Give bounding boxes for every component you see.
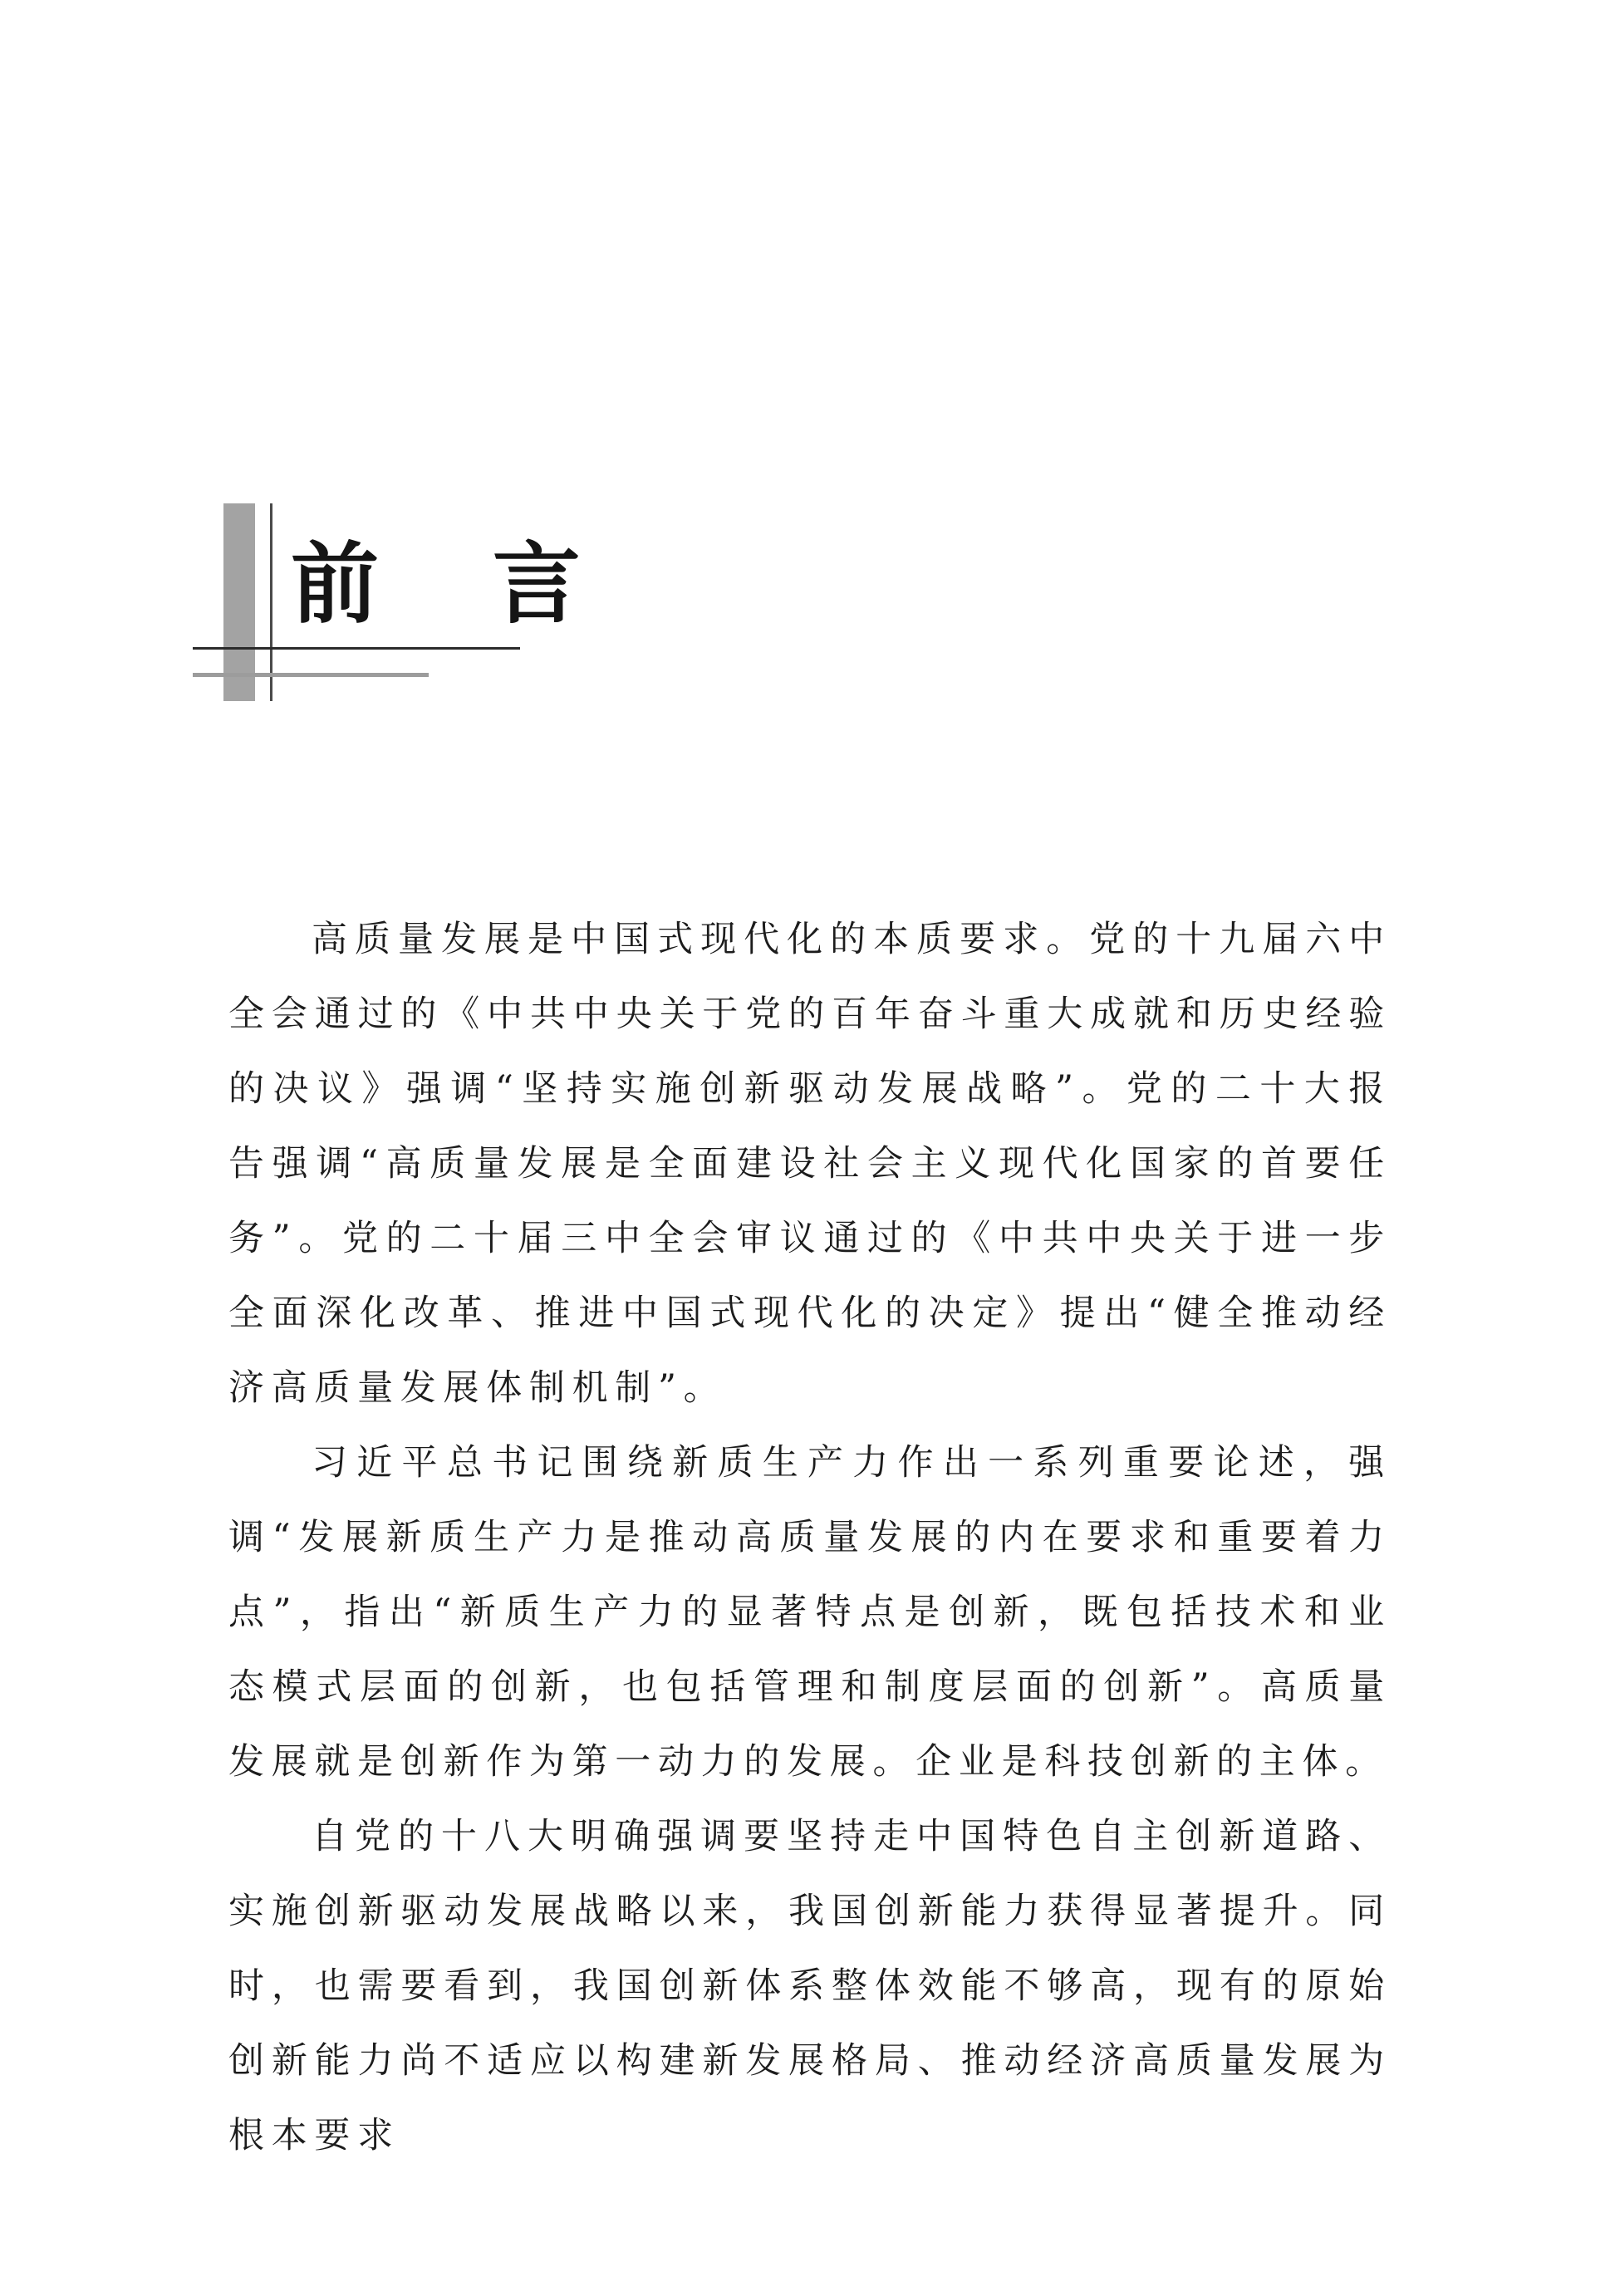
page-title: 前 言 [291,532,622,635]
heading-ornament-bar [223,503,255,701]
paragraph-3: 自党的十八大明确强调要坚持走中国特色自主创新道路、实施创新驱动发展战略以来，我国创新能力获得显著提升。同时，也需要看到，我国创新体系整体效能不够高，现有的原始创新能力尚不适应以构建新发展格局、推动经济高质量发展为根本要求 [228,1816,1392,2156]
heading-ornament-thin-bar [270,503,272,701]
heading-underline-grey [193,673,429,677]
body-text [228,902,1392,2173]
paragraph-2: 习近平总书记围绕新质生产力作出一系列重要论述，强调“发展新质生产力是推动高质量发展的内在要求和重要着力点”，指出“新质生产力的显著特点是创新，既包括技术和业态模式层面的创新，也包括管理和制度层面的创新”。高质量发展就是创新作为第一动力的发展。企业是科技创新的主体。 [228,1442,1392,1783]
heading-underline [193,647,520,650]
paragraph-1: 高质量发展是中国式现代化的本质要求。党的十九届六中全会通过的《中共中央关于党的百年奋斗重大成就和历史经验的决议》强调“坚持实施创新驱动发展战略”。党的二十大报告强调“高质量发展是全面建设社会主义现代化国家的首要任务”。党的二十届三中全会审议通过的《中共中央关于进一步全面深化改革、推进中国式现代化的决定》提出“健全推动经济高质量发展体制机制”。 [228,919,1392,1409]
heading-block [0,0,1610,748]
